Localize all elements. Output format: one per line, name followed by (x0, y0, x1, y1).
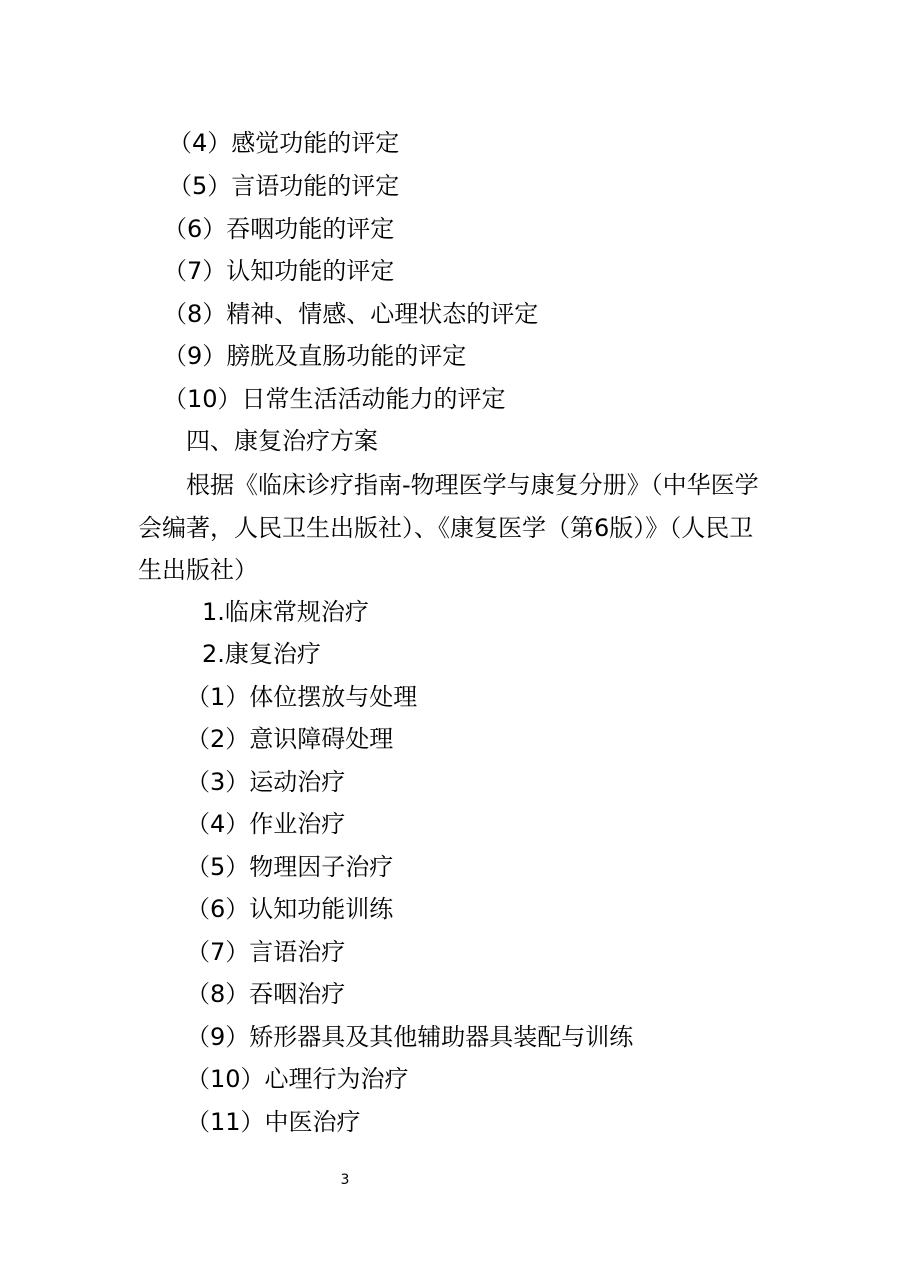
basis-paragraph: 根据《临床诊疗指南-物理医学与康复分册》（中华医学会编著，人民卫生出版社）、《康复医学（第6版）》（人民卫生出版社） (138, 471, 759, 584)
treatment-item-cognitive-training: （6）认知功能训练 (186, 895, 394, 923)
treatment-item-exercise: （3）运动治疗 (186, 768, 346, 796)
assessment-item-sensory: （4）感觉功能的评定 (168, 129, 400, 157)
assessment-item-cognition: （7）认知功能的评定 (163, 257, 395, 285)
treatment-item-tcm: （11）中医治疗 (186, 1108, 361, 1136)
page-number: 3 (340, 1172, 350, 1188)
section-heading: 四、康复治疗方案 (186, 427, 378, 455)
subsection-rehab-treatment: 2.康复治疗 (202, 640, 321, 668)
assessment-item-mental: （8）精神、情感、心理状态的评定 (163, 300, 539, 328)
assessment-item-swallowing: （6）吞咽功能的评定 (163, 215, 395, 243)
treatment-item-swallowing: （8）吞咽治疗 (186, 980, 346, 1008)
treatment-item-occupational: （4）作业治疗 (186, 810, 346, 838)
assessment-item-speech: （5）言语功能的评定 (168, 172, 400, 200)
treatment-item-physical-agents: （5）物理因子治疗 (186, 853, 394, 881)
treatment-item-positioning: （1）体位摆放与处理 (186, 683, 418, 711)
subsection-clinical-treatment: 1.临床常规治疗 (202, 598, 369, 626)
treatment-item-orthotics: （9）矫形器具及其他辅助器具装配与训练 (186, 1023, 634, 1051)
assessment-item-bladder-bowel: （9）膀胱及直肠功能的评定 (163, 342, 467, 370)
treatment-item-speech: （7）言语治疗 (186, 938, 346, 966)
treatment-item-psychological: （10）心理行为治疗 (186, 1065, 409, 1093)
treatment-item-consciousness: （2）意识障碍处理 (186, 725, 394, 753)
assessment-item-adl: （10）日常生活活动能力的评定 (163, 385, 506, 413)
